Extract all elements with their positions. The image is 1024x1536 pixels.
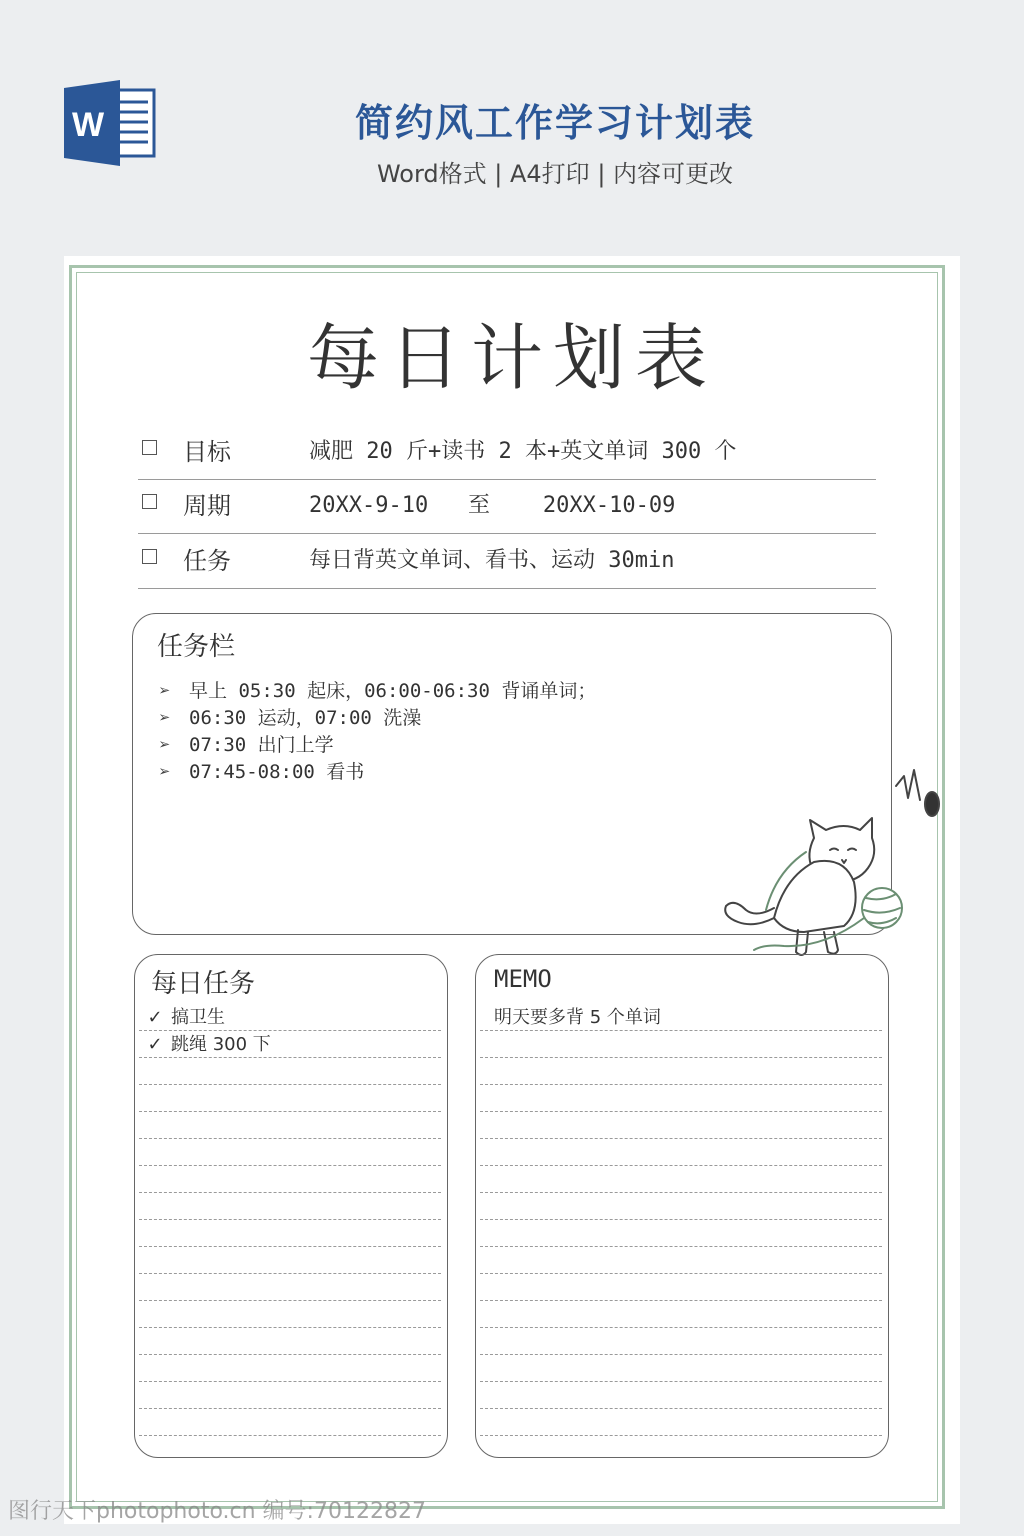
info-label: 周期 — [183, 492, 231, 520]
memo-title: MEMO — [494, 965, 552, 993]
word-app-icon — [64, 80, 156, 166]
memo-lines — [480, 1004, 882, 1436]
task-panel-title: 任务栏 — [157, 632, 236, 662]
info-value: 20XX-9-10 至 20XX-10-09 — [309, 493, 676, 518]
info-value: 每日背英文单词、看书、运动 30min — [309, 548, 675, 573]
info-label: 任务 — [183, 547, 231, 575]
arrow-bullet-icon: ➢ — [159, 680, 171, 702]
document-sheet — [64, 256, 960, 1524]
info-label: 目标 — [183, 438, 231, 466]
list-item: ➢ 07:30 出门上学 — [159, 732, 596, 759]
list-item: ➢ 早上 05:30 起床，06:00-06:30 背诵单词； — [159, 678, 596, 705]
daily-task-title: 每日任务 — [151, 969, 256, 999]
promo-title: 简约风工作学习计划表 — [354, 101, 755, 145]
check-icon: ✓ — [147, 1007, 163, 1028]
checkbox-icon[interactable] — [142, 494, 157, 509]
list-item: ✓ 跳绳 300 下 — [139, 1031, 441, 1058]
watermark: 图行天下photophoto.cn 编号:70122827 — [8, 1499, 426, 1524]
word-icon-letter: W — [71, 106, 105, 144]
list-item: ✓ 搞卫生 — [139, 1004, 441, 1031]
cat-with-yarn-icon — [714, 768, 944, 958]
info-row-period — [138, 480, 876, 534]
arrow-bullet-icon: ➢ — [159, 761, 171, 783]
daily-task-panel — [134, 954, 448, 1458]
memo-panel — [475, 954, 889, 1458]
check-icon: ✓ — [147, 1034, 163, 1055]
info-row-task — [138, 535, 876, 589]
list-item: 明天要多背 5 个单词 — [480, 1004, 882, 1031]
promo-subtitle: Word格式 | A4打印 | 内容可更改 — [376, 160, 734, 188]
list-item: ➢ 06:30 运动，07:00 洗澡 — [159, 705, 596, 732]
info-row-goal — [138, 426, 876, 480]
checkbox-icon[interactable] — [142, 440, 157, 455]
info-value: 减肥 20 斤+读书 2 本+英文单词 300 个 — [309, 439, 737, 464]
task-list — [159, 678, 596, 786]
arrow-bullet-icon: ➢ — [159, 734, 171, 756]
sheet-title: 每日计划表 — [306, 316, 717, 400]
daily-task-lines — [139, 1004, 441, 1436]
arrow-bullet-icon: ➢ — [159, 707, 171, 729]
list-item: ➢ 07:45-08:00 看书 — [159, 759, 596, 786]
checkbox-icon[interactable] — [142, 549, 157, 564]
